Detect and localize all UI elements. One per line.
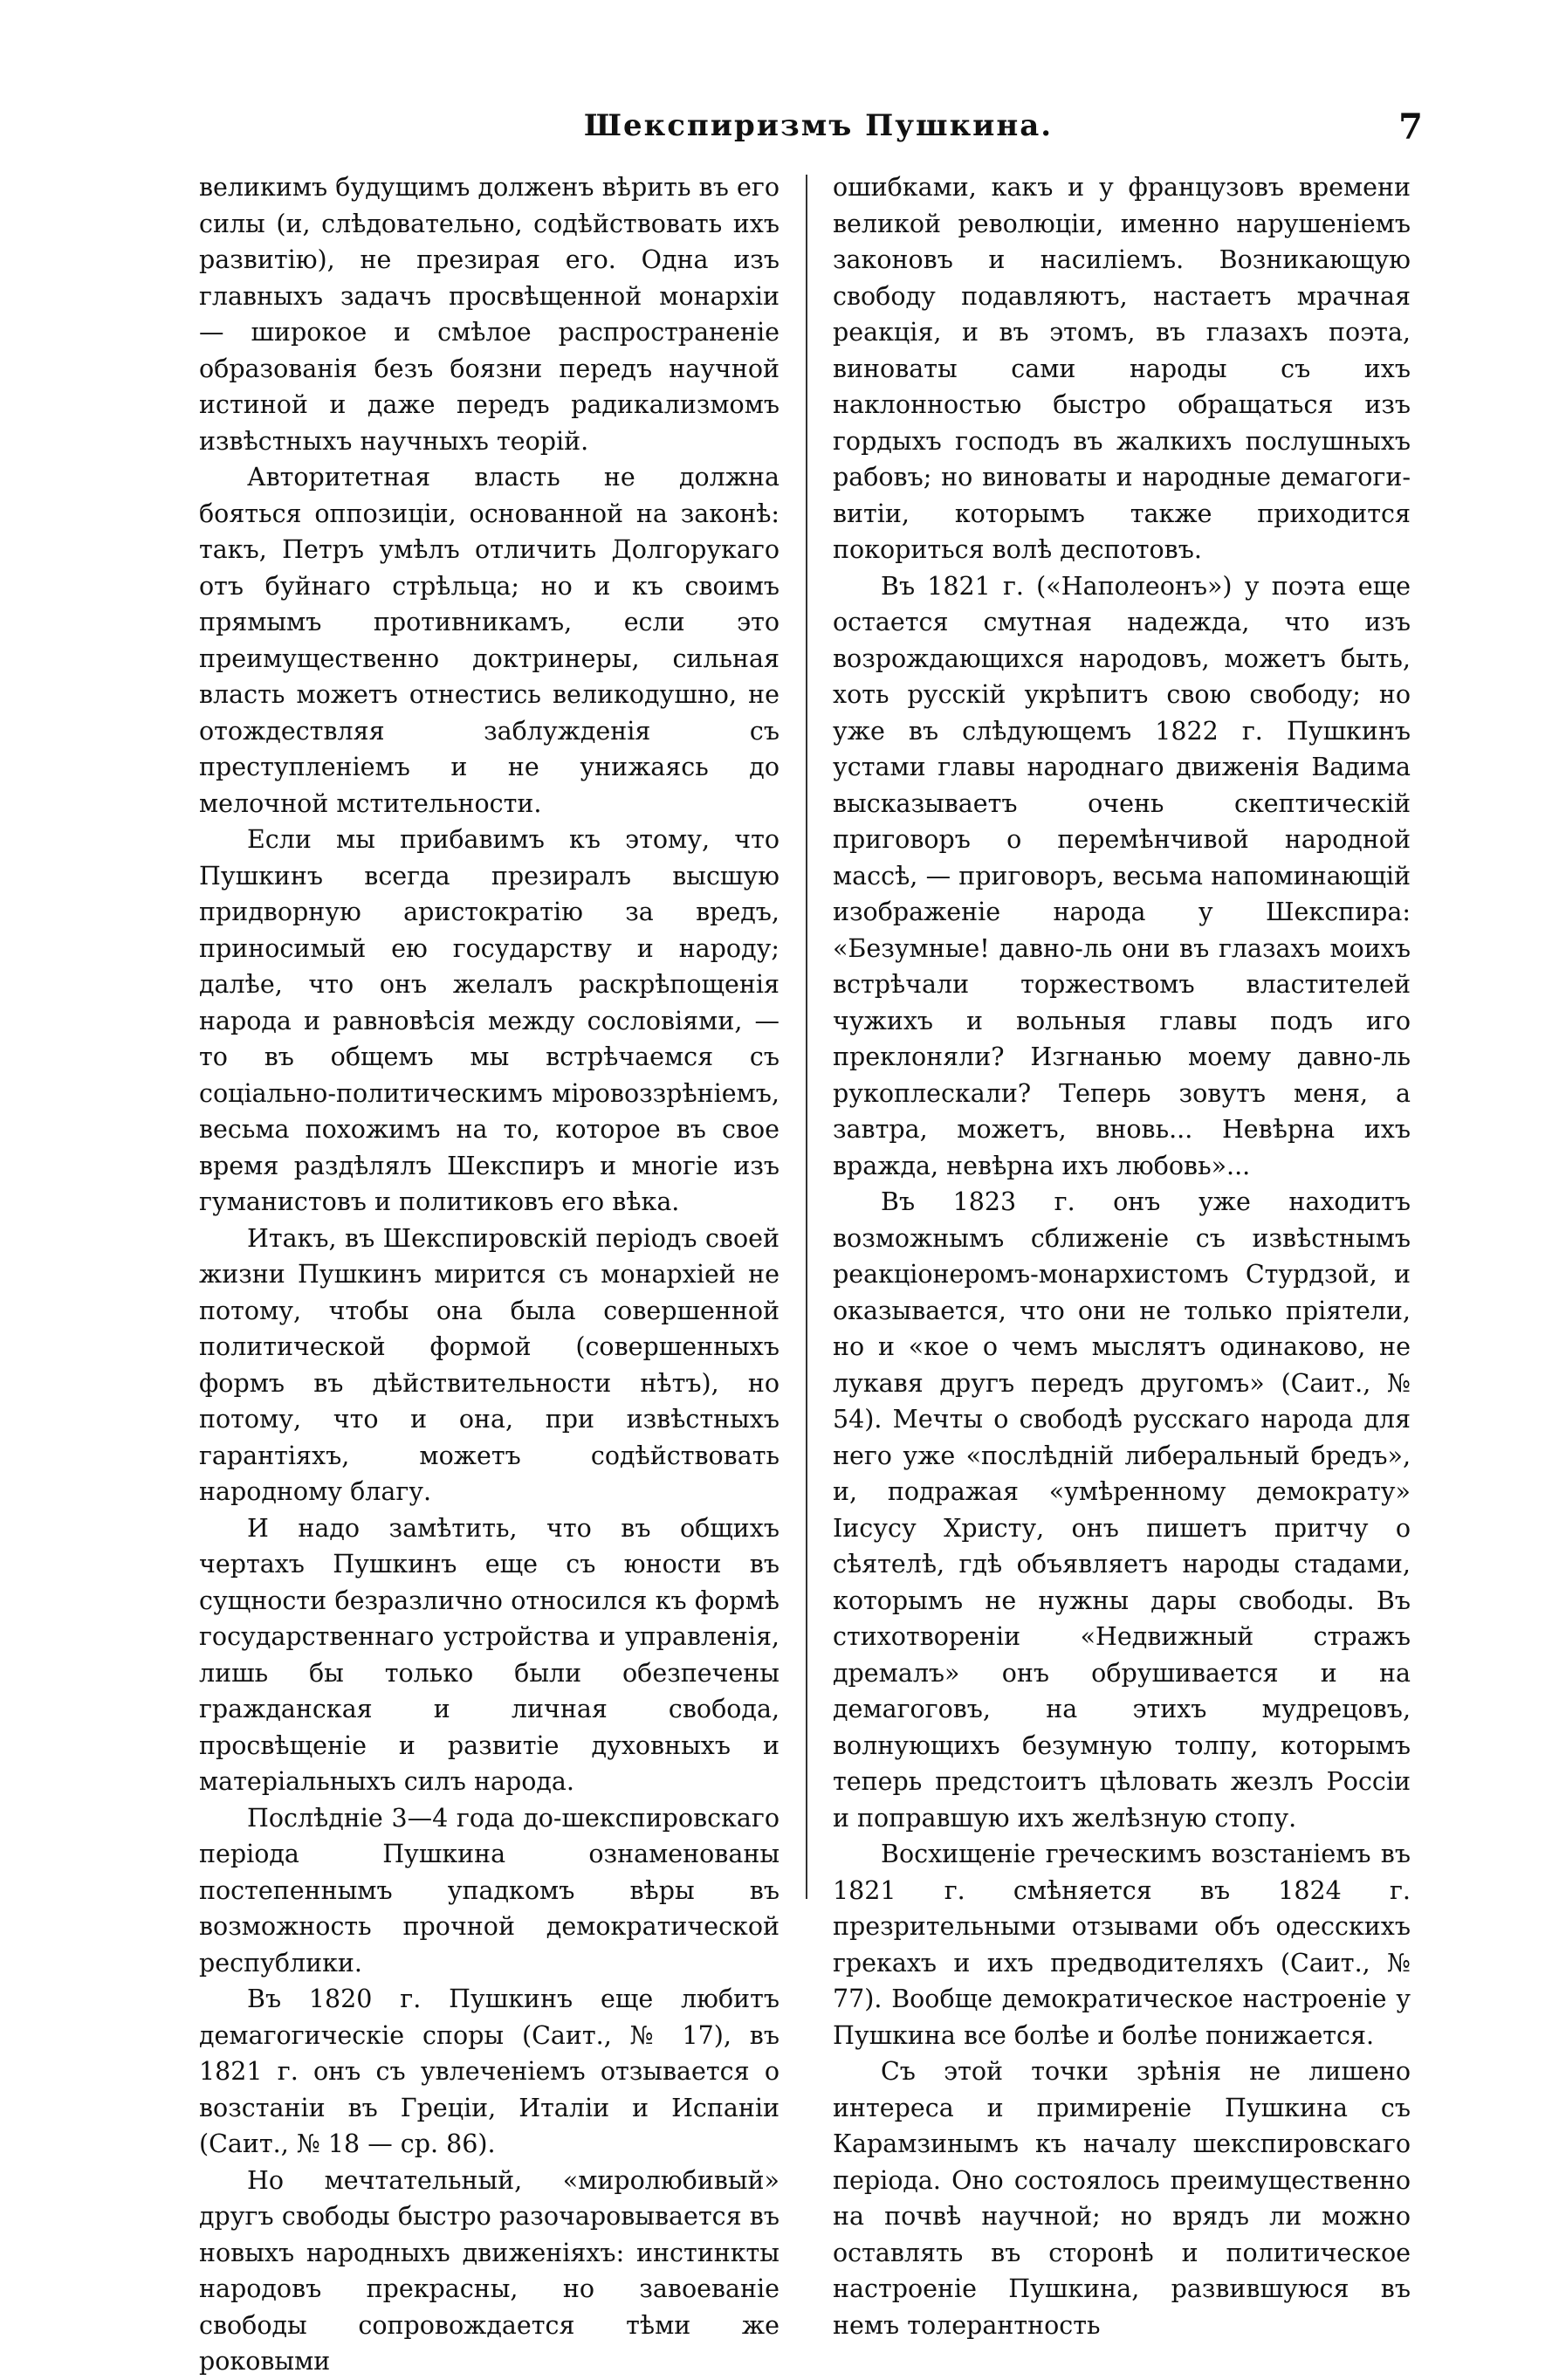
paragraph: Восхищеніе греческимъ возстаніемъ въ 1821 г. смѣняется въ 1824 г. презрительными отзывами объ одесскихъ грекахъ и ихъ предводителяхъ (Саит., № 77). Вообще демократическое настроеніе у Пушкина все болѣе и болѣе понижается. [833,1840,1411,2050]
paragraph: Послѣдніе 3—4 года до-шекспировскаго періода Пушкина ознаменованы постепеннымъ упадкомъ вѣры въ возможность прочной демократической республики. [199,1803,780,1978]
paragraph: Но мечтательный, «миролюбивый» другъ свободы быстро разочаровывается въ новыхъ народныхъ движеніяхъ: инстинкты народовъ прекрасны, но завоеваніе свободы сопровождается тѣми же роковыми [199,2165,780,2376]
page-number: 7 [1398,107,1423,148]
column-divider [806,175,807,1899]
running-title: Шекспиризмъ Пушкина. [583,108,1054,143]
right-column [833,169,1411,2340]
paragraph: И надо замѣтить, что въ общихъ чертахъ Пушкинъ еще съ юности въ сущности безразлично относился къ формѣ государственнаго устройства и управленія, лишь бы только были обезпечены гражданская и личная свобода, просвѣщеніе и развитіе духовныхъ и матеріальныхъ силъ народа. [199,1513,780,1796]
paragraph: ошибками, какъ и у французовъ времени великой революціи, именно нарушеніемъ законовъ и насиліемъ. Возникающую свободу подавляютъ, настаетъ мрачная реакція, и въ этомъ, въ глазахъ поэта, виноваты сами народы съ ихъ наклонностью быстро обращаться изъ гордыхъ господъ въ жалкихъ послушныхъ рабовъ; но виноваты и народные демагоги-витіи, которымъ также приходится покориться волѣ деспотовъ. [833,173,1411,564]
paragraph: Авторитетная власть не должна бояться оппозиціи, основанной на законѣ: такъ, Петръ умѣлъ отличить Долгорукаго отъ буйнаго стрѣльца; но и къ своимъ прямымъ противникамъ, если это преимущественно доктринеры, сильная власть можетъ отнестись великодушно, не отождествляя заблужденія съ преступленіемъ и не унижаясь до мелочной мстительности. [199,463,780,818]
paragraph: Съ этой точки зрѣнія не лишено интереса и примиреніе Пушкина съ Карамзинымъ къ началу шекспировскаго періода. Оно состоялось преимущественно на почвѣ научной; но врядъ ли можно оставлять въ сторонѣ и политическое настроеніе Пушкина, развившуюся въ немъ толерантность [833,2057,1411,2340]
paragraph: Въ 1821 г. («Наполеонъ») у поэта еще остается смутная надежда, что изъ возрождающихся народовъ, можетъ быть, хоть русскій укрѣпитъ свою свободу; но уже въ слѣдующемъ 1822 г. Пушкинъ устами главы народнаго движенія Вадима высказываетъ очень скептическій приговоръ о перемѣнчивой народной массѣ, — приговоръ, весьма напоминающій изображеніе народа у Шекспира: «Безумные! давно-ль они въ глазахъ моихъ встрѣчали торжествомъ властителей чужихъ и вольныя главы подъ иго преклоняли? Изгнанью моему давно-ль рукоплескали? Теперь зовутъ меня, а завтра, можетъ, вновь... Невѣрна ихъ вражда, невѣрна ихъ любовь»... [833,571,1411,1180]
left-column [199,169,780,2376]
paragraph: Въ 1820 г. Пушкинъ еще любитъ демагогическіе споры (Саит., № 17), въ 1821 г. онъ съ увлеченіемъ отзывается о возстаніи въ Греціи, Италіи и Испаніи (Саит., № 18 — ср. 86). [199,1984,780,2158]
paragraph: великимъ будущимъ долженъ вѣрить въ его силы (и, слѣдовательно, содѣйствовать ихъ развитію), не презирая его. Одна изъ главныхъ задачъ просвѣщенной монархіи — широкое и смѣлое распространеніе образованія безъ боязни передъ научной истиной и даже передъ радикализмомъ извѣстныхъ научныхъ теорій. [199,173,780,456]
paragraph: Если мы прибавимъ къ этому, что Пушкинъ всегда презиралъ высшую придворную аристократію за вредъ, приносимый ею государству и народу; далѣе, что онъ желалъ раскрѣпощенія народа и равновѣсія между сословіями, — то въ общемъ мы встрѣчаемся съ соціально-политическимъ міровоззрѣніемъ, весьма похожимъ на то, которое въ свое время раздѣлялъ Шекспиръ и многіе изъ гуманистовъ и политиковъ его вѣка. [199,825,780,1216]
running-header [214,103,1423,155]
paragraph: Итакъ, въ Шекспировскій періодъ своей жизни Пушкинъ мирится съ монархіей не потому, чтобы она была совершенной политической формой (совершенныхъ формъ въ дѣйствительности нѣтъ), но потому, что и она, при извѣстныхъ гарантіяхъ, можетъ содѣйствовать народному благу. [199,1223,780,1506]
paragraph: Въ 1823 г. онъ уже находитъ возможнымъ сближеніе съ извѣстнымъ реакціонеромъ-монархистомъ Стурдзой, и оказывается, что они не только пріятели, но и «кое о чемъ мыслятъ одинаково, не лукавя другъ передъ другомъ» (Саит., № 54). Мечты о свободѣ русскаго народа для него уже «послѣдній либеральный бредъ», и, подражая «умѣренному демократу» Іисусу Христу, онъ пишетъ притчу о сѣятелѣ, гдѣ объявляетъ народы стадами, которымъ не нужны дары свободы. Въ стихотвореніи «Недвижный стражъ дремалъ» онъ обрушивается и на демагоговъ, на этихъ мудрецовъ, волнующихъ безумную толпу, которымъ теперь предстоитъ цѣловать жезлъ Россіи и поправшую ихъ желѣзную стопу. [833,1187,1411,1833]
